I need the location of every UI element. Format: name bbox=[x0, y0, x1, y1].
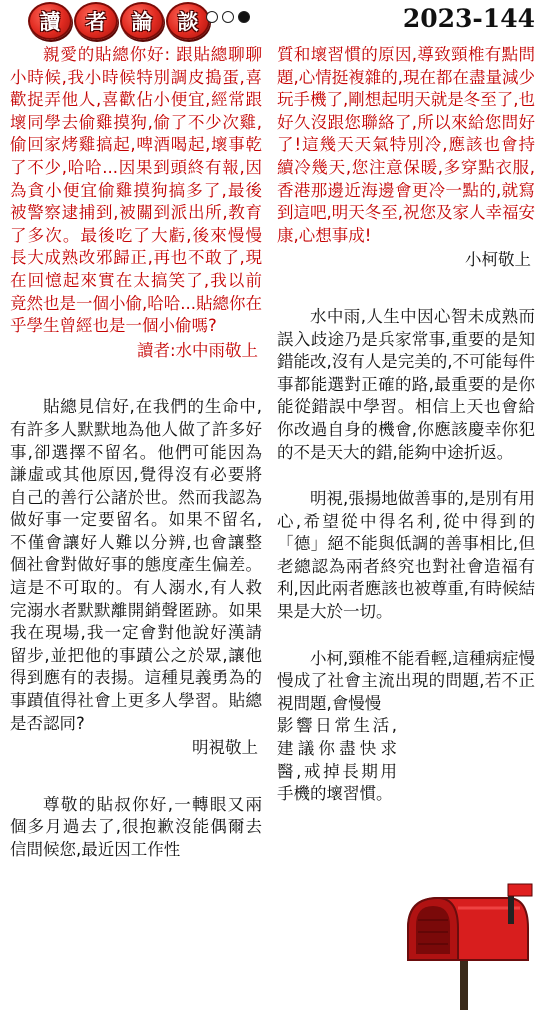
filled-circle-icon bbox=[238, 11, 250, 23]
column-title-badges bbox=[28, 2, 210, 40]
reader-letter-2: 貼總見信好,在我們的生命中,有許多人默默地為他人做了許多好事,卻選擇不留名。他們可能因為謙虛或其他原因,覺得沒有必要將自己的善行公諸於世。然而我認為做好事一定要留名。如果不留名,不僅會讓好人難以分辨,也會讓整個社會對做好事的態度產生偏差。這是不可取的。有人溺水,有人救完溺水者默默離開銷聲匿跡。如果我在現場,我一定會對他說好漢請留步,並把他的事蹟公之於眾,讓他得到應有的表揚。這種見義勇為的事蹟值得社會上更多人學習。貼總是否認同? bbox=[10, 397, 262, 733]
letter-signature-3: 小柯敬上 bbox=[465, 250, 531, 270]
decorative-dots bbox=[206, 11, 250, 23]
circle-icon bbox=[206, 11, 218, 23]
title-badge: 論 bbox=[120, 2, 164, 40]
circle-icon bbox=[222, 11, 234, 23]
letter-signature-2: 明視敬上 bbox=[192, 738, 258, 758]
column-header bbox=[0, 0, 545, 40]
issue-number: 2023-144 bbox=[402, 4, 535, 33]
title-badge: 者 bbox=[74, 2, 118, 40]
editor-reply-3-wrap: 影響日常生活,建議你盡快求醫,戒掉長期用手機的壞習慣。 bbox=[277, 716, 397, 804]
reader-letter-3-end: 質和壞習慣的原因,導致頸椎有點問題,心情挺複雜的,現在都在盡量減少玩手機了,剛想起明天就是冬至了,也好久沒跟您聯絡了,所以來給您問好了!這幾天天氣特別冷,應該也會持續冷幾天,您注意保暖,多穿點衣服,香港那邊近海邊會更冷一點的,就寫到這吧,明天冬至,祝您及家人幸福安康,心想事成! bbox=[277, 45, 535, 245]
reader-letter-3-start: 尊敬的貼叔你好,一轉眼又兩個多月過去了,很抱歉沒能偶爾去信問候您,最近因工作性 bbox=[10, 794, 262, 859]
editor-reply-2: 明視,張揚地做善事的,是別有用心,希望從中得名利,從中得到的「德」絕不能與低調的善事相比,但老總認為兩者終究也對社會造福有利,因此兩者應該也被尊重,有時候結果是大於一切。 bbox=[277, 489, 535, 622]
title-badge: 談 bbox=[166, 2, 210, 40]
editor-reply-1: 水中雨,人生中因心智未成熟而誤入歧途乃是兵家常事,重要的是知錯能改,沒有人是完美的,不可能每件事都能選對正確的路,最重要的是你能從錯誤中學習。相信上天也會給你改過自身的機會,你應該慶幸你犯的不是天大的錯,能夠中途折返。 bbox=[277, 306, 535, 462]
letter-signature-1: 讀者:水中雨敬上 bbox=[136, 340, 258, 360]
mailbox-icon bbox=[400, 880, 535, 1010]
reader-letter-1: 親愛的貼總你好: 跟貼總聊聊小時候,我小時候特別調皮搗蛋,喜歡捉弄他人,喜歡佔小便宜,經常跟壞同學去偷雞摸狗,偷了不少次雞,偷回家烤雞搞起,啤酒喝起,壞事乾了不少,哈哈...因果到頭終有報,因為貪小便宜偷雞摸狗搞多了,最後被警察逮捕到,被關到派出所,教育了多次。最後吃了大虧,後來慢慢長大成熟改邪歸正,再也不敢了,現在回憶起來實在太搞笑了,我以前竟然也是一個小偷,哈哈...貼總你在乎學生曾經也是一個小偷嗎? bbox=[10, 45, 262, 336]
left-column bbox=[10, 44, 262, 862]
editor-reply-3: 小柯,頸椎不能看輕,這種病症慢慢成了社會主流出現的問題,若不正視問題,會慢慢 bbox=[277, 648, 535, 713]
title-badge: 讀 bbox=[28, 2, 72, 40]
right-column bbox=[277, 44, 535, 806]
